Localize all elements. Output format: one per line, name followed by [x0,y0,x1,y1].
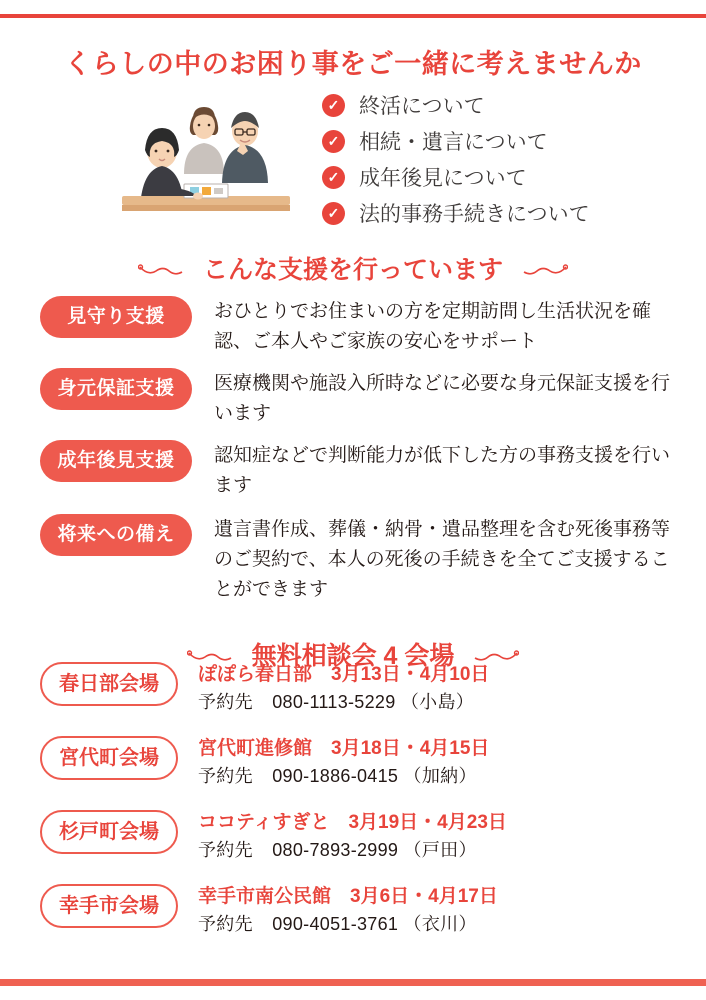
support-badge: 身元保証支援 [40,368,192,410]
phone-number: 080-7893-2999 [272,840,399,860]
support-badge: 成年後見支援 [40,440,192,482]
venue-details [198,662,489,716]
venue-details [198,884,498,938]
reserve-label: 予約先 [198,914,253,934]
venue-badge: 春日部会場 [40,662,178,706]
venue-badge: 幸手市会場 [40,884,178,928]
bottom-divider-rule [0,979,706,986]
contact-person: （衣川） [403,914,477,934]
venue-title: 宮代町進修館 3月18日・4月15日 [198,738,490,759]
support-item [40,368,680,429]
venue-reservation [198,688,489,716]
list-item [322,160,682,194]
swash-right-icon [522,257,568,286]
support-section-heading [0,250,706,286]
consult-heading-text: 無料相談会 4 会場 [251,642,455,670]
support-description: おひとりでお住まいの方を定期訪問し生活状況を確認、ご本人やご家族の安心をサポート [214,301,652,352]
check-circle-icon: ✓ [322,166,345,189]
venue-reservation [198,910,498,938]
venue-badge: 杉戸町会場 [40,810,178,854]
venue-item [40,884,690,938]
contact-person: （戸田） [403,840,477,860]
checklist-label: 法的事務手続きについて [359,203,590,226]
list-item [322,196,682,230]
check-circle-icon: ✓ [322,94,345,117]
reserve-label: 予約先 [198,766,253,786]
check-circle-icon: ✓ [322,130,345,153]
support-item [40,440,680,501]
support-item [40,296,680,357]
venue-title: 幸手市南公民館 3月6日・4月17日 [198,886,498,907]
venue-details [198,810,507,864]
reserve-label: 予約先 [198,840,253,860]
phone-number: 090-1886-0415 [272,766,399,786]
reserve-label: 予約先 [198,692,253,712]
phone-number: 090-4051-3761 [272,914,399,934]
top-divider-rule [0,14,706,18]
swash-left-icon [138,257,184,286]
venue-badge: 宮代町会場 [40,736,178,780]
venue-details [198,736,489,790]
venue-item [40,810,690,864]
checklist-label: 成年後見について [359,167,527,190]
support-badge: 見守り支援 [40,296,192,338]
support-description: 遺言書作成、葬儀・納骨・遺品整理を含む死後事務等のご契約で、本人の死後の手続きを全てご支援することができます [214,519,671,600]
contact-person: （小島） [400,692,475,712]
contact-person: （加納） [403,766,477,786]
support-item [40,514,680,605]
support-description: 認知症などで判断能力が低下した方の事務支援を行います [214,445,671,496]
support-heading-text: こんな支援を行っています [202,256,503,284]
list-item [322,124,682,158]
consultation-illustration [112,88,297,228]
page-title: くらしの中のお困り事をご一緒に考えませんか [64,49,642,79]
venue-item [40,736,690,790]
venue-reservation [198,762,489,790]
checklist-label: 相続・遺言について [359,131,548,154]
venue-item [40,662,690,716]
list-item [322,88,682,122]
check-circle-icon: ✓ [322,202,345,225]
support-badge: 将来への備え [40,514,192,556]
venue-reservation [198,836,507,864]
venue-title: ぽぽら春日部 3月13日・4月10日 [198,664,490,685]
checklist-label: 終活について [359,95,485,118]
phone-number: 080-1113-5229 [272,692,396,712]
support-description: 医療機関や施設入所時などに必要な身元保証支援を行います [214,373,671,424]
topic-checklist [322,88,682,232]
venue-title: ココティすぎと 3月19日・4月23日 [198,812,507,833]
